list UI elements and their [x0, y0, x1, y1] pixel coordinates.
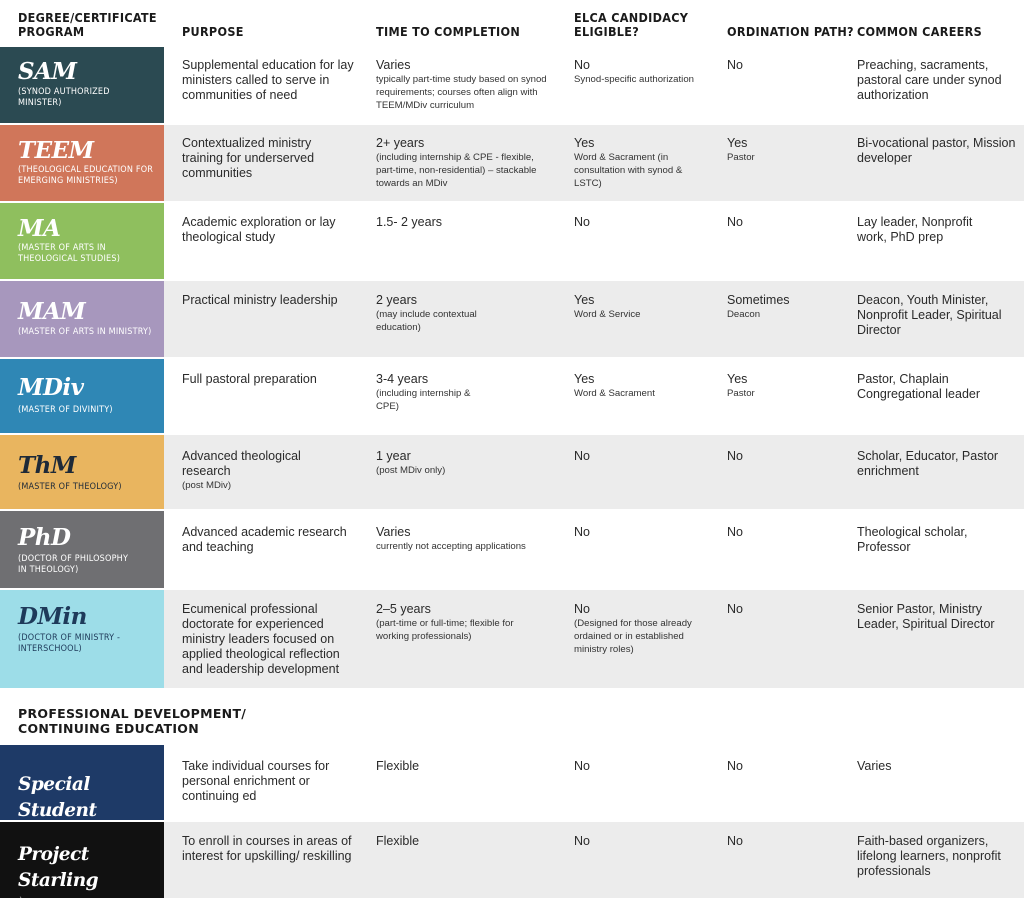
elca-cell: Yes Word & Sacrament	[574, 372, 655, 399]
ordination-cell: No	[727, 215, 743, 229]
elca-cell: No	[574, 215, 590, 229]
elca-cell: Yes Word & Service	[574, 293, 641, 320]
program-label	[0, 435, 164, 509]
program-abbr: DMin	[18, 603, 87, 630]
time-cell: 2 years (may include contextual education)	[376, 293, 477, 333]
purpose-cell: Advanced theological research (post MDiv)	[182, 449, 301, 491]
careers-cell: Senior Pastor, Ministry Leader, Spiritual Director	[857, 602, 995, 631]
section-title: PROFESSIONAL DEVELOPMENT/ CONTINUING EDUCATION	[18, 706, 247, 736]
purpose-cell: Full pastoral preparation	[182, 372, 317, 386]
time-cell: Flexible	[376, 759, 420, 773]
program-abbr: MAM	[18, 298, 86, 325]
program-abbr: TEEM	[18, 137, 94, 164]
time-cell: 2–5 years (part-time or full-time; flexible for working professionals)	[376, 602, 514, 642]
program-full-name: (MASTER OF ARTS IN THEOLOGICAL STUDIES)	[18, 243, 121, 264]
program-label	[0, 125, 164, 201]
program-abbr: ThM	[18, 452, 76, 479]
careers-cell: Bi-vocational pastor, Mission developer	[857, 136, 1016, 165]
purpose-cell: Practical ministry leadership	[182, 293, 338, 307]
ordination-cell: Yes Pastor	[727, 372, 755, 399]
table-row	[0, 822, 1024, 908]
program-label	[0, 822, 164, 908]
program-abbr: MA	[18, 215, 61, 242]
elca-cell: No (Designed for those already ordained or in established ministry roles)	[574, 602, 692, 655]
purpose-cell: Contextualized ministry training for underserved communities	[182, 136, 315, 180]
header-careers: COMMON CAREERS	[857, 24, 983, 39]
careers-cell: Preaching, sacraments, pastoral care under synod authorization	[857, 58, 1002, 102]
purpose-cell: Advanced academic research and teaching	[182, 525, 347, 554]
time-cell: 3-4 years (including internship & CPE)	[376, 372, 471, 412]
careers-cell: Faith-based organizers, lifelong learners, nonprofit professionals	[857, 834, 1001, 878]
ordination-cell: No	[727, 525, 743, 539]
careers-cell: Lay leader, Nonprofit work, PhD prep	[857, 215, 973, 244]
elca-cell: No	[574, 759, 590, 773]
table-row	[0, 435, 1024, 509]
program-full-name: (THEOLOGICAL EDUCATION FOR EMERGING MINISTRIES)	[18, 165, 154, 186]
program-abbr: MDiv	[18, 374, 84, 401]
table-row	[0, 590, 1024, 688]
program-full-name: (MASTER OF ARTS IN MINISTRY)	[18, 327, 152, 337]
program-label	[0, 590, 164, 688]
careers-cell: Pastor, Chaplain Congregational leader	[857, 372, 981, 401]
header-ordination: ORDINATION PATH?	[727, 24, 854, 39]
table-row	[0, 359, 1024, 433]
header-purpose: PURPOSE	[182, 24, 244, 39]
ordination-cell: Sometimes Deacon	[727, 293, 790, 320]
table-row	[0, 203, 1024, 279]
program-full-name: (MASTER OF THEOLOGY)	[18, 482, 122, 492]
time-cell: 1 year (post MDiv only)	[376, 449, 446, 476]
header-program: DEGREE/CERTIFICATE PROGRAM	[18, 10, 157, 39]
program-label	[0, 47, 164, 123]
time-cell: Varies currently not accepting applications	[376, 525, 526, 552]
program-abbr: SAM	[18, 58, 77, 85]
elca-cell: No	[574, 449, 590, 463]
time-cell: Varies typically part-time study based on synod requirements; courses often align with TEEM/MDiv curriculum	[376, 58, 547, 111]
ordination-cell: No	[727, 602, 743, 616]
program-full-name: (MASTER OF DIVINITY)	[18, 405, 113, 415]
ordination-cell: Yes Pastor	[727, 136, 755, 163]
ordination-cell: No	[727, 759, 743, 773]
program-label	[0, 203, 164, 279]
purpose-cell: Take individual courses for personal enrichment or continuing ed	[182, 759, 330, 803]
ordination-cell: No	[727, 58, 743, 72]
purpose-cell: Ecumenical professional doctorate for experienced ministry leaders focused on applied theological reflection and leadership development	[182, 602, 340, 676]
ordination-cell: No	[727, 449, 743, 463]
program-abbr: PhD	[18, 524, 71, 551]
elca-cell: No	[574, 834, 590, 848]
time-cell: Flexible	[376, 834, 420, 848]
program-abbr: Special Student	[18, 774, 97, 821]
elca-cell: No Synod-specific authorization	[574, 58, 694, 85]
ordination-cell: No	[727, 834, 743, 848]
program-label	[0, 745, 164, 820]
elca-cell: Yes Word & Sacrament (in consultation with synod & LSTC)	[574, 136, 683, 189]
program-label	[0, 359, 164, 433]
purpose-cell: To enroll in courses in areas of interest for upskilling/ reskilling	[182, 834, 352, 863]
program-label	[0, 281, 164, 357]
careers-cell: Deacon, Youth Minister, Nonprofit Leader, Spiritual Director	[857, 293, 1002, 337]
program-abbr: Project Starling	[18, 844, 99, 891]
header-elca: ELCA CANDIDACY ELIGIBLE?	[574, 10, 689, 39]
elca-cell: No	[574, 525, 590, 539]
program-full-name: À LA CARTE LEARNERS	[18, 898, 115, 908]
program-full-name: (DOCTOR OF MINISTRY - INTERSCHOOL)	[18, 633, 121, 654]
purpose-cell: Supplemental education for lay ministers called to serve in communities of need	[182, 58, 354, 102]
table-row	[0, 511, 1024, 588]
table-row	[0, 47, 1024, 123]
program-full-name: (DOCTOR OF PHILOSOPHY IN THEOLOGY)	[18, 554, 129, 575]
program-full-name: (SYNOD AUTHORIZED MINISTER)	[18, 87, 110, 108]
time-cell: 1.5- 2 years	[376, 215, 443, 229]
table-header	[0, 0, 1024, 47]
purpose-cell: Academic exploration or lay theological study	[182, 215, 336, 244]
table-row	[0, 281, 1024, 357]
program-label	[0, 511, 164, 588]
time-cell: 2+ years (including internship & CPE - flexible, part-time, non-residential) – stackable towards an MDiv	[376, 136, 537, 189]
careers-cell: Varies	[857, 759, 892, 773]
table-row	[0, 745, 1024, 820]
careers-cell: Theological scholar, Professor	[857, 525, 968, 554]
table-row	[0, 125, 1024, 201]
careers-cell: Scholar, Educator, Pastor enrichment	[857, 449, 999, 478]
header-time: TIME TO COMPLETION	[376, 24, 521, 39]
